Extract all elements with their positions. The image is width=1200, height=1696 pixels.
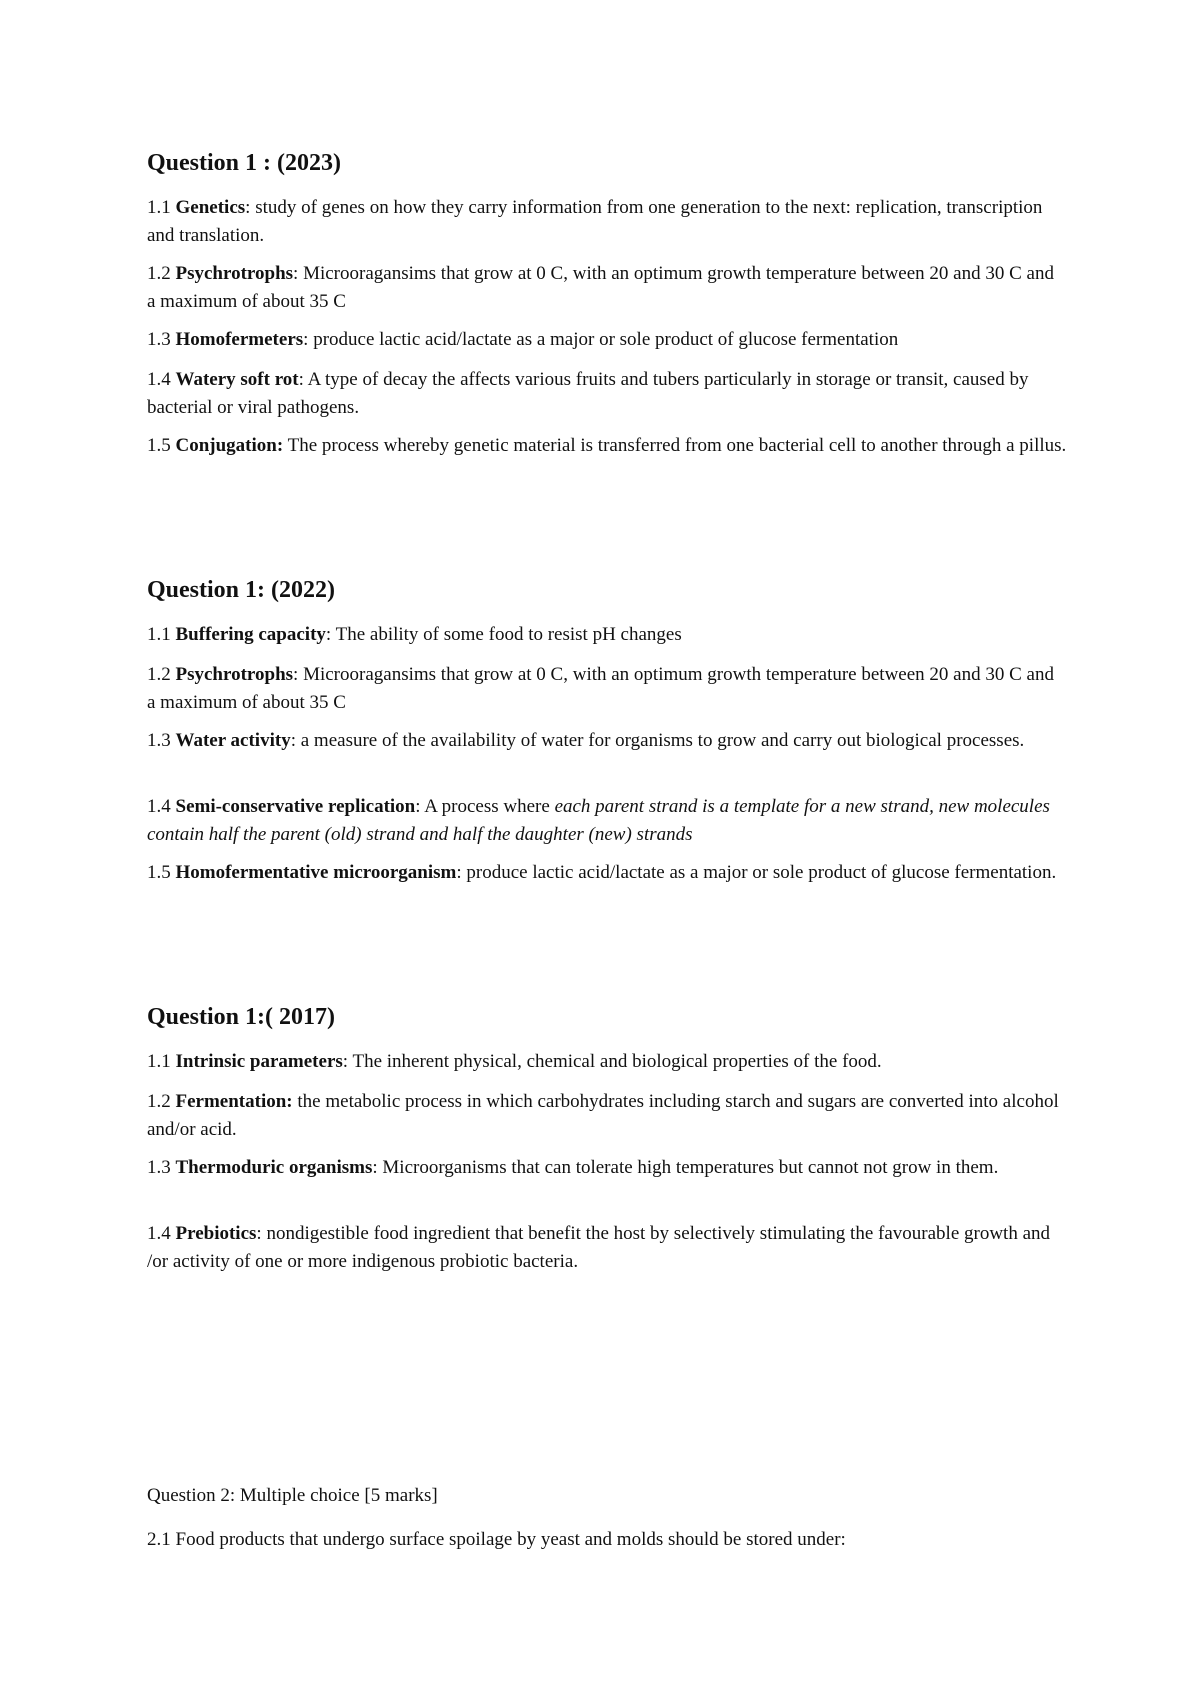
section-2023 (147, 148, 1067, 456)
definition-item: 1.3 Water activity: a measure of the availability of water for organisms to grow and carry out biological processes. (147, 730, 1025, 751)
item-number: 1.2 (147, 1091, 171, 1112)
item-term: Prebiotics (175, 1223, 257, 1244)
item-text: The process whereby genetic material is transferred from one bacterial cell to another through a pillus. (283, 435, 1067, 456)
item-term: Semi-conservative replication (175, 796, 416, 817)
item-number: 1.3 (147, 329, 171, 350)
item-text: Microoragansims that grow at 0 C, with an optimum growth temperature between 20 and 30 C and a maximum of about 35 C (147, 664, 1054, 713)
question-2-heading: Question 2: Multiple choice [5 marks] (147, 1485, 438, 1506)
item-text: Microorganisms that can tolerate high temperatures but cannot not grow in them. (377, 1157, 999, 1178)
section-heading: Question 1: (2022) (147, 577, 335, 603)
definition-item: 1.4 Prebiotics: nondigestible food ingredient that benefit the host by selectively stimulating the favourable growth and /or activity of one or more indigenous probiotic bacteria. (147, 1223, 1051, 1272)
item-number: 1.2 (147, 263, 171, 284)
item-text: Microoragansims that grow at 0 C, with an optimum growth temperature between 20 and 30 C and a maximum of about 35 C (147, 263, 1054, 312)
item-number: 1.4 (147, 1223, 171, 1244)
item-number: 1.3 (147, 1157, 171, 1178)
definition-item: 1.5 Homofermentative microorganism: produce lactic acid/lactate as a major or sole product of glucose fermentation. (147, 862, 1057, 883)
item-text: produce lactic acid/lactate as a major or sole product of glucose fermentation (308, 329, 899, 350)
item-number: 1.1 (147, 197, 171, 218)
definition-item: 1.2 Psychrotrophs: Microoragansims that grow at 0 C, with an optimum growth temperature between 20 and 30 C and a maximum of about 35 C (147, 263, 1054, 312)
definition-item: 1.4 Watery soft rot: A type of decay the affects various fruits and tubers particularly in storage or transit, caused by bacterial or viral pathogens. (147, 369, 1029, 418)
item-number: 1.4 (147, 796, 171, 817)
item-number: 1.1 (147, 624, 171, 645)
item-term: Psychrotrophs (175, 664, 294, 685)
item-number: 1.3 (147, 730, 171, 751)
item-number: 1.5 (147, 435, 171, 456)
item-term: Homofermeters (175, 329, 304, 350)
item-text: the metabolic process in which carbohydrates including starch and sugars are converted into alcohol and/or acid. (147, 1091, 1059, 1140)
item-term: Watery soft rot (175, 369, 299, 390)
item-number: 1.2 (147, 664, 171, 685)
section-2022 (147, 575, 1067, 883)
section-2017 (147, 1002, 1067, 1272)
definition-item: 1.1 Buffering capacity: The ability of some food to resist pH changes (147, 624, 682, 645)
item-term: Water activity (175, 730, 291, 751)
item-term: Genetics (175, 197, 246, 218)
definition-item (147, 1088, 1067, 1144)
item-number: 1.4 (147, 369, 171, 390)
item-term: Conjugation: (175, 435, 284, 456)
item-text: A process where (420, 796, 555, 817)
question-2-item: 2.1 Food products that undergo surface spoilage by yeast and molds should be stored under: (147, 1529, 846, 1550)
item-text: A type of decay the affects various fruits and tubers particularly in storage or transit, caused by bacterial or viral pathogens. (147, 369, 1029, 418)
item-text: study of genes on how they carry information from one generation to the next: replication, transcription and translation. (147, 197, 1043, 246)
item-term: Thermoduric organisms (175, 1157, 373, 1178)
definition-item: 1.2 Psychrotrophs: Microoragansims that grow at 0 C, with an optimum growth temperature between 20 and 30 C and a maximum of about 35 C (147, 664, 1054, 713)
item-term: Homofermentative microorganism (175, 862, 457, 883)
item-term: Intrinsic parameters (175, 1051, 343, 1072)
item-text: nondigestible food ingredient that benefit the host by selectively stimulating the favourable growth and /or activity of one or more indigenous probiotic bacteria. (147, 1223, 1051, 1272)
definition-item: 1.3 Homofermeters: produce lactic acid/lactate as a major or sole product of glucose fermentation (147, 329, 899, 350)
item-number: 1.5 (147, 862, 171, 883)
item-text: The ability of some food to resist pH changes (331, 624, 682, 645)
item-term: Fermentation: (175, 1091, 293, 1112)
item-text: The inherent physical, chemical and biological properties of the food. (348, 1051, 882, 1072)
item-term: Buffering capacity (175, 624, 326, 645)
item-text: a measure of the availability of water for organisms to grow and carry out biological processes. (295, 730, 1025, 751)
item-term: Psychrotrophs (175, 263, 294, 284)
section-heading: Question 1:( 2017) (147, 1004, 335, 1030)
item-italic-text: each parent strand is a template for a new strand, new molecules contain half the parent (old) strand and half the daughter (new) strands (147, 796, 1050, 845)
definition-item: 1.3 Thermoduric organisms: Microorganisms that can tolerate high temperatures but cannot not grow in them. (147, 1157, 999, 1178)
item-number: 1.1 (147, 1051, 171, 1072)
definition-item: 1.4 Semi-conservative replication: A process where each parent strand is a template for a new strand, new molecules contain half the parent (old) strand and half the daughter (new) strands (147, 796, 1050, 845)
section-question-2 (147, 1482, 1067, 1554)
item-text: produce lactic acid/lactate as a major or sole product of glucose fermentation. (461, 862, 1057, 883)
definition-item: 1.1 Intrinsic parameters: The inherent physical, chemical and biological properties of the food. (147, 1051, 882, 1072)
definition-item (147, 432, 1067, 460)
section-heading: Question 1 : (2023) (147, 150, 341, 176)
definition-item: 1.1 Genetics: study of genes on how they carry information from one generation to the next: replication, transcription and translation. (147, 197, 1043, 246)
